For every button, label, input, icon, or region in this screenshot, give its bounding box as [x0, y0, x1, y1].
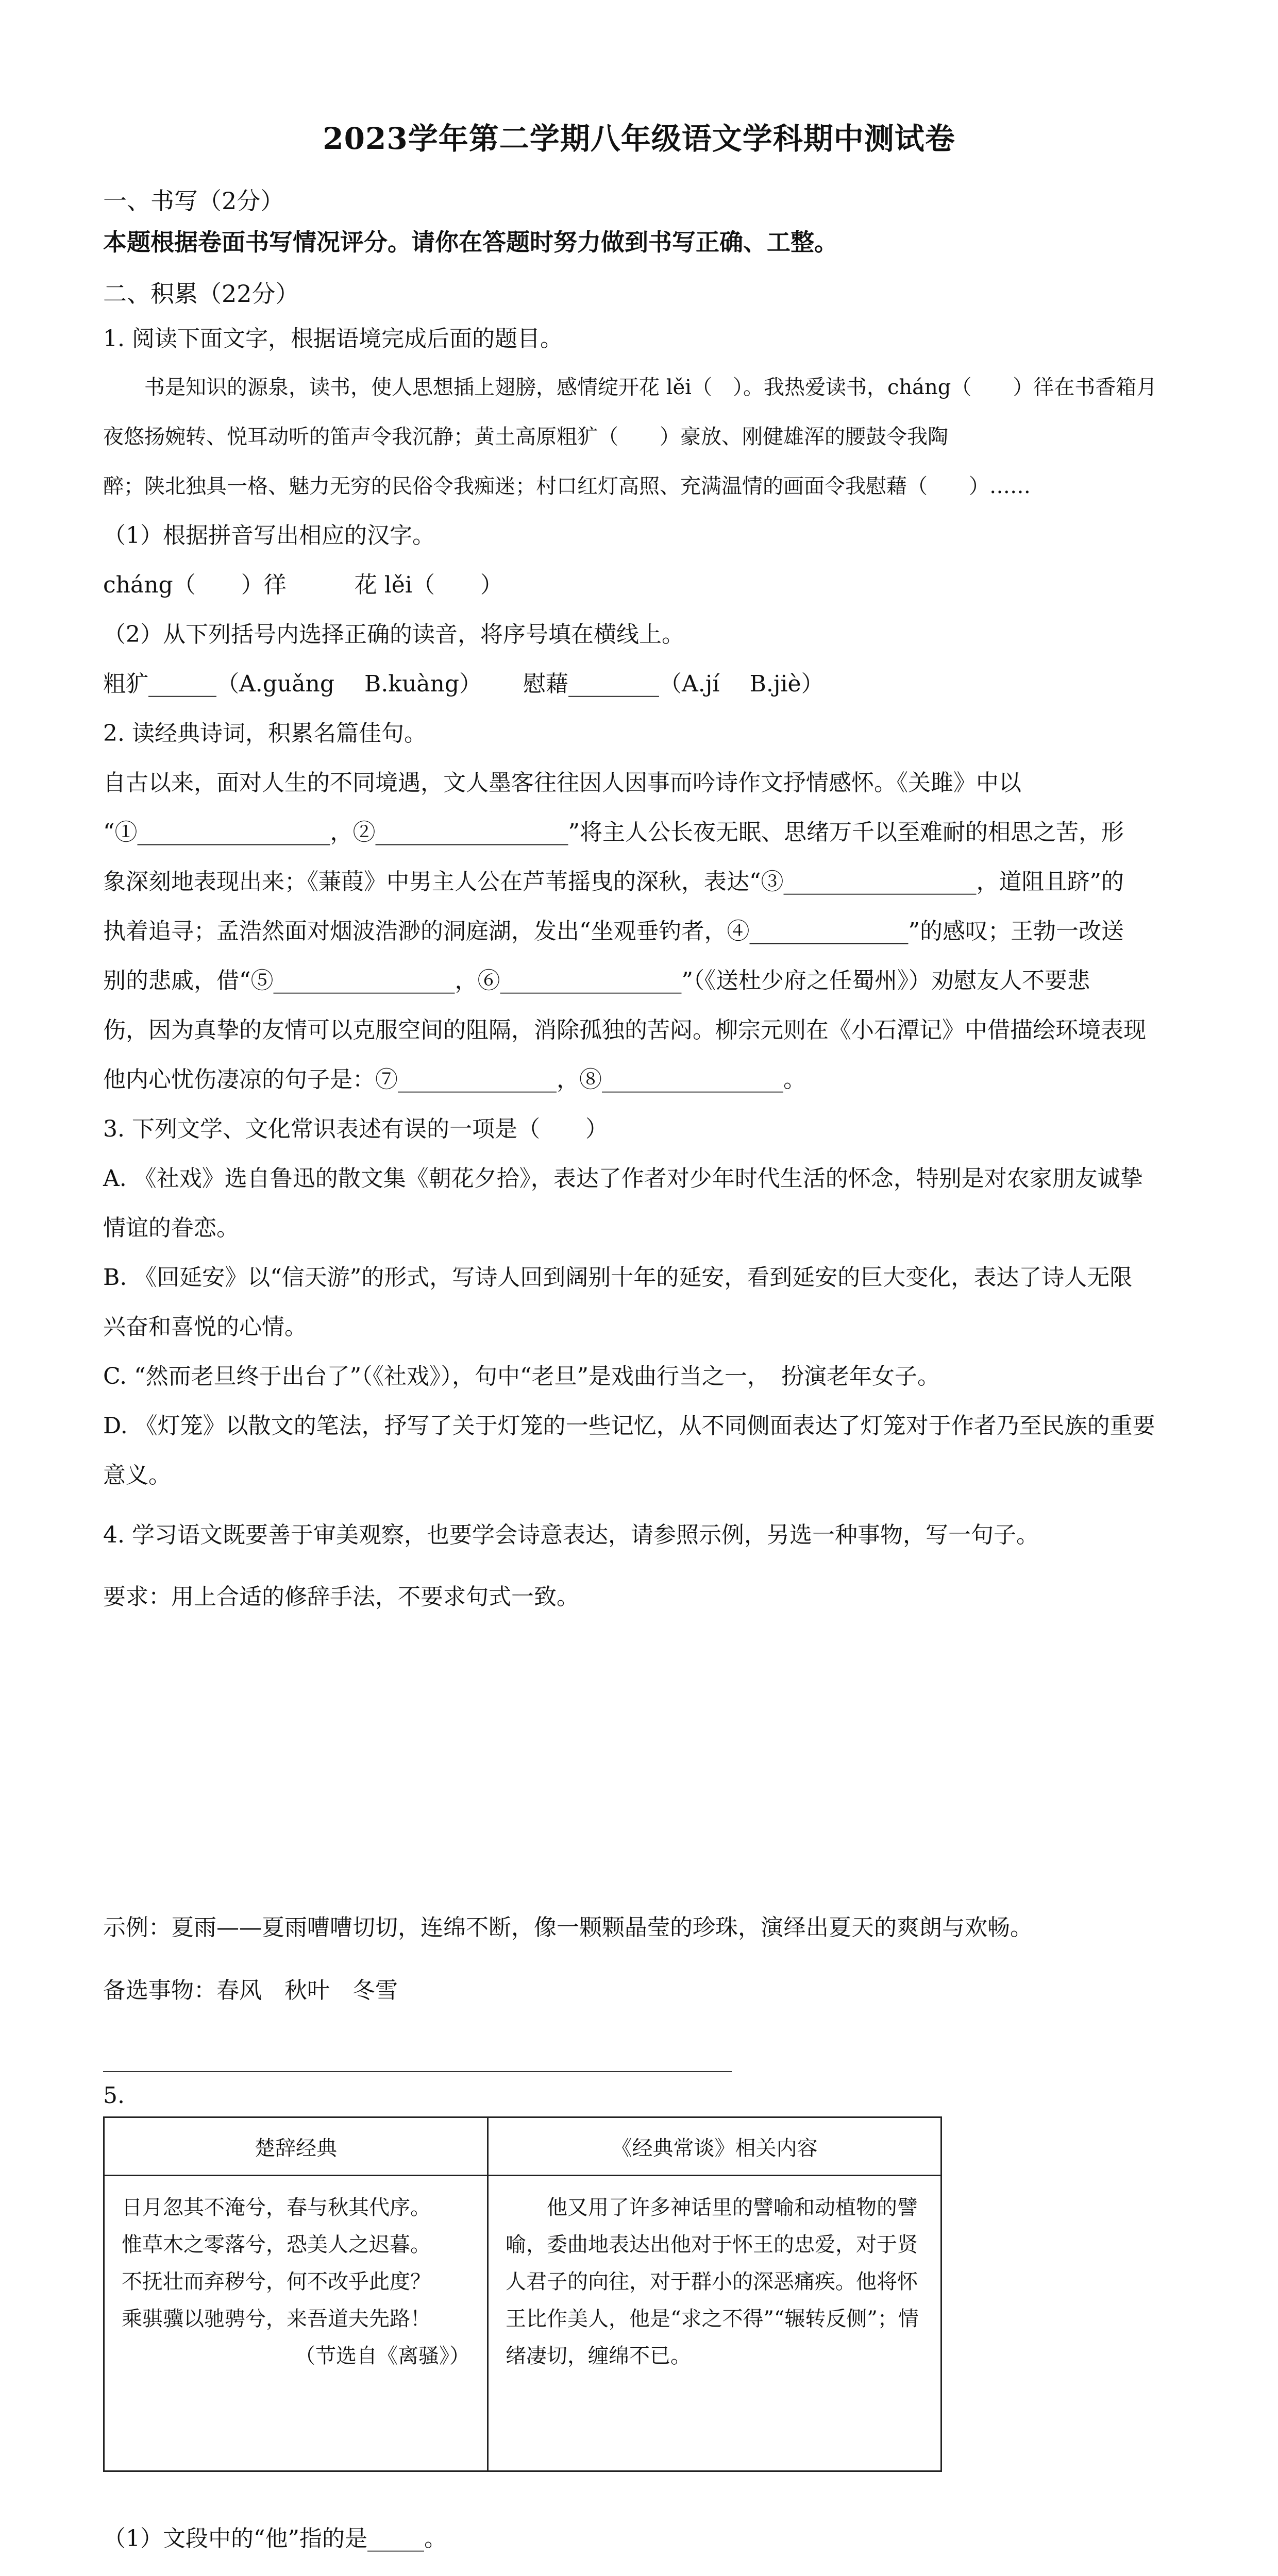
exam-title: 2023学年第二学期八年级语文学科期中测试卷	[323, 121, 955, 156]
q5-table	[103, 2116, 942, 2472]
q2-line-4: 执着追寻；孟浩然面对烟波浩渺的洞庭湖，发出“坐观垂钓者，④______________”的感叹；王勃一改送	[103, 918, 1124, 944]
q2-line-2: “①_________________，②_________________”将主人公长夜无眠、思绪万千以至难耐的相思之苦，形	[103, 819, 1124, 845]
q3-stem: 3. 下列文学、文化常识表述有误的一项是（ ）	[103, 1116, 608, 1142]
q5-left-cell	[104, 2176, 488, 2471]
q3-option-c: C. “然而老旦终于出台了”（《社戏》），句中“老旦”是戏曲行当之一， 扮演老年女子。	[103, 1363, 940, 1389]
q3-option-a-2: 情谊的眷恋。	[103, 1215, 239, 1241]
section-1-heading: 一、书写（2分）	[103, 187, 284, 215]
q3-option-d-2: 意义。	[103, 1462, 171, 1488]
poem-line-2: 惟草木之零落兮，恐美人之迟暮。	[122, 2233, 431, 2257]
q1-options: 粗犷______（A.guǎng B.kuàng） 慰藉________（A.jí B.jiè）	[103, 671, 824, 697]
q4-stem: 4. 学习语文既要善于审美观察，也要学会诗意表达，请参照示例，另选一种事物，写一句子。	[103, 1522, 1039, 1548]
poem-source: （节选自《离骚》）	[295, 2344, 470, 2368]
poem-line-1: 日月忽其不淹兮，春与秋其代序。	[122, 2196, 431, 2219]
q5-sub1: （1）文段中的“他”指的是_____。	[103, 2526, 447, 2552]
q2-line-6: 伤，因为真挚的友情可以克服空间的阻隔，消除孤独的苦闷。柳宗元则在《小石潭记》中借描绘环境表现	[103, 1017, 1146, 1043]
section-2-heading: 二、积累（22分）	[103, 280, 299, 308]
q2-line-1: 自古以来，面对人生的不同境遇，文人墨客往往因人因事而吟诗作文抒情感怀。《关雎》中以	[103, 770, 1021, 796]
q3-option-b-2: 兴奋和喜悦的心情。	[103, 1314, 307, 1340]
section-1-note: 本题根据卷面书写情况评分。请你在答题时努力做到书写正确、工整。	[103, 228, 838, 256]
q2-stem: 2. 读经典诗词，积累名篇佳句。	[103, 720, 427, 747]
q3-option-b-1: B. 《回延安》以“信天游”的形式，写诗人回到阔别十年的延安，看到延安的巨大变化，表达了诗人无限	[103, 1264, 1133, 1291]
poem-line-4: 乘骐骥以驰骋兮，来吾道夫先路！	[122, 2307, 431, 2331]
q2-line-7: 他内心忧伤凄凉的句子是：⑦______________，⑧________________。	[103, 1066, 806, 1093]
q2-line-5: 别的悲戚，借“⑤________________，⑥________________”（《送杜少府之任蜀州》）劝慰友人不要悲	[103, 968, 1090, 994]
q4-example: 示例：夏雨——夏雨嘈嘈切切，连绵不断，像一颗颗晶莹的珍珠，演绎出夏天的爽朗与欢畅。	[103, 1914, 1033, 1941]
q5-left-header: 楚辞经典	[104, 2117, 488, 2176]
q1-passage-2: 醉；陕北独具一格、魅力无穷的民俗令我痴迷；村口红灯高照、充满温情的画面令我慰藉（ ）……	[103, 474, 1031, 498]
q3-option-a-1: A. 《社戏》选自鲁迅的散文集《朝花夕拾》，表达了作者对少年时代生活的怀念，特别是对农家朋友诚挚	[103, 1165, 1143, 1192]
q1-stem: 1. 阅读下面文字，根据语境完成后面的题目。	[103, 326, 563, 352]
q3-option-d-1: D. 《灯笼》以散文的笔法，抒写了关于灯笼的一些记忆，从不同侧面表达了灯笼对于作者乃至民族的重要	[103, 1413, 1155, 1439]
q1-sub2: （2）从下列括号内选择正确的读音，将序号填在横线上。	[103, 621, 684, 648]
q5-right-cell	[488, 2176, 941, 2471]
q1-pinyin: cháng（ ）徉 花 lěi（ ）	[103, 572, 503, 598]
poem-line-3: 不抚壮而弃秽兮，何不改乎此度？	[122, 2270, 431, 2294]
q5-sub2	[103, 2566, 1175, 2576]
q1-sub1: （1）根据拼音写出相应的汉字。	[103, 522, 435, 549]
q5-right-header: 《经典常谈》相关内容	[488, 2117, 941, 2176]
q2-line-3: 象深刻地表现出来；《蒹葭》中男主人公在芦苇摇曳的深秋，表达“③_________________，道阻且跻”的	[103, 869, 1124, 895]
q1-passage-1: 书是知识的源泉，读书，使人思想插上翅膀，感情绽开花 lěi（ ）。我热爱读书，cháng（ ）徉在书香箱月夜悠扬婉转、悦耳动听的笛声令我沉静；黄土高原粗犷（ ）豪放、刚健雄浑的腰鼓令我陶	[103, 376, 1157, 449]
q4-requirement: 要求：用上合适的修辞手法，不要求句式一致。	[103, 1584, 579, 1610]
q5-number: 5.	[103, 2082, 125, 2109]
q4-choices: 备选事物：春风 秋叶 冬雪	[103, 1977, 398, 2004]
classic-talk-text: 他又用了许多神话里的譬喻和动植物的譬喻，委曲地表达出他对于怀王的忠爱，对于贤人君子的向往，对于群小的深恶痛疾。他将怀王比作美人，他是“求之不得”“辗转反侧”；情绪凄切，缠绵不已。	[506, 2196, 919, 2368]
